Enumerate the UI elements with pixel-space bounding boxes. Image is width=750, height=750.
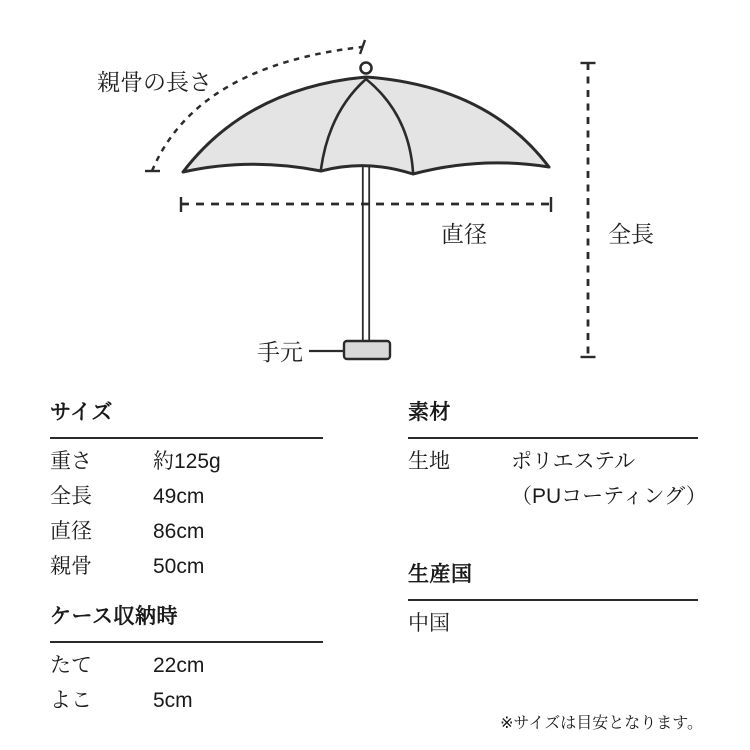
material-section-rows [408, 444, 707, 514]
case-section-rows [50, 648, 323, 718]
material-section-title: 素材 [408, 401, 451, 424]
spec-row-label: 直径 [50, 520, 92, 543]
spec-row-weight [50, 444, 323, 479]
spec-row-label: 親骨 [50, 555, 92, 578]
size-section-rows [50, 444, 323, 584]
case-section-rule [50, 641, 323, 643]
spec-row-value [511, 444, 707, 514]
spec-row-label: 全長 [50, 485, 92, 508]
origin-section [408, 562, 698, 641]
origin-value: 中国 [408, 612, 450, 635]
umbrella-canopy [183, 77, 549, 174]
material-value-line-2: （PUコーティング） [511, 485, 707, 508]
size-section [50, 400, 323, 584]
spec-row-diameter [50, 514, 323, 549]
diameter-label: 直径 [441, 221, 487, 247]
spec-row-value: 約125g [153, 450, 221, 473]
origin-section-rule [408, 599, 698, 601]
spec-row-value: 5cm [153, 689, 193, 712]
spec-row-value: 50cm [153, 555, 205, 578]
spec-row-total-length [50, 479, 323, 514]
spec-row-label: たて [50, 654, 92, 677]
material-value-line-1: ポリエステル [511, 450, 636, 473]
spec-row-width [50, 683, 323, 718]
umbrella-top-knob [361, 63, 372, 74]
material-section [408, 400, 707, 514]
handle-label: 手元 [257, 339, 303, 365]
size-section-rule [50, 437, 323, 439]
spec-row-height [50, 648, 323, 683]
material-section-rule [408, 437, 698, 439]
spec-row-value: 86cm [153, 520, 205, 543]
rib-length-label: 親骨の長さ [97, 69, 212, 95]
umbrella-handle [344, 341, 390, 359]
case-section [50, 604, 323, 718]
spec-row-label: 重さ [50, 450, 92, 473]
size-disclaimer-footnote: ※サイズは目安となります。 [500, 715, 703, 732]
spec-row-fabric [408, 444, 707, 514]
total-length-label: 全長 [608, 221, 654, 247]
case-section-title: ケース収納時 [50, 605, 178, 628]
spec-row-value: 49cm [153, 485, 205, 508]
size-section-title: サイズ [50, 401, 113, 424]
spec-row-value: 22cm [153, 654, 205, 677]
origin-section-title: 生産国 [408, 563, 473, 586]
spec-row-label: 生地 [408, 450, 450, 473]
spec-row-label: よこ [50, 689, 92, 712]
spec-row-rib [50, 549, 323, 584]
